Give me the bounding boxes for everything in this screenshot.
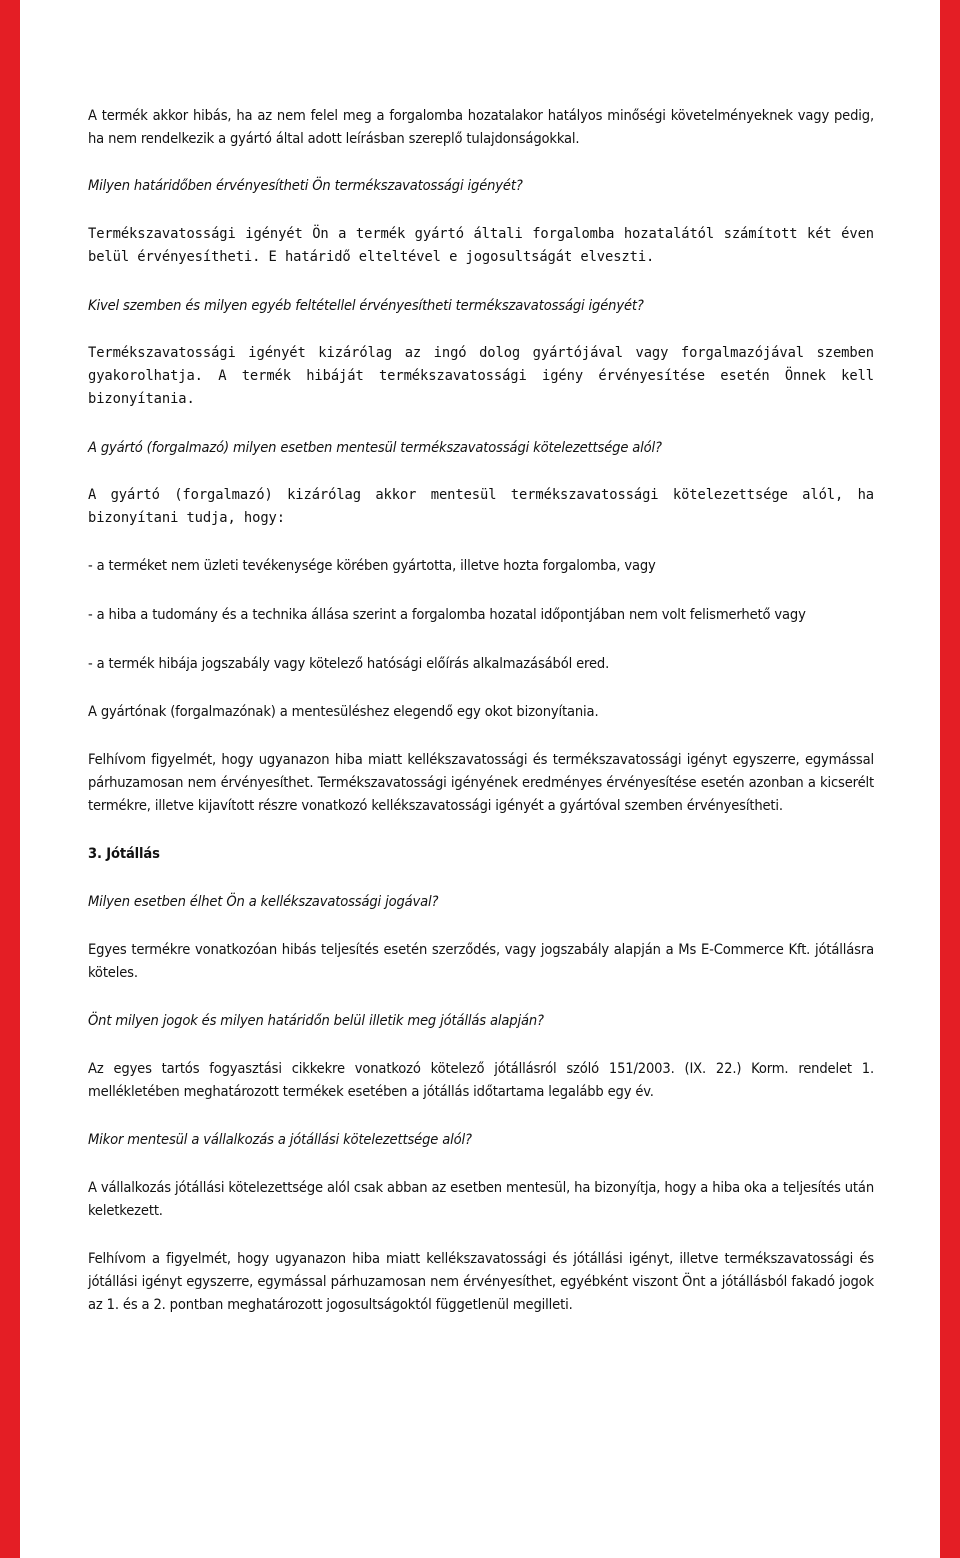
question-heading: Milyen határidőben érvényesítheti Ön termékszavatossági igényét?	[88, 177, 523, 194]
document-body	[88, 104, 874, 1316]
paragraph: Egyes termékre vonatkozóan hibás teljesítés esetén szerződés, vagy jogszabály alapján a Ms E-Commerce Kft. jótállásra köteles.	[88, 941, 874, 981]
paragraph: Felhívom a figyelmét, hogy ugyanazon hiba miatt kellékszavatossági és jótállási igényt, illetve termékszavatossági és jótállási igényt egyszerre, egymással párhuzamosan nem érvényesíthet, egyébként viszont Önt a jótállásból fakadó jogok az 1. és a 2. pontban meghatározott jogosultságoktól függetlenül megilleti.	[88, 1250, 874, 1313]
paragraph: A gyártónak (forgalmazónak) a mentesüléshez elegendő egy okot bizonyítania.	[88, 703, 599, 720]
paragraph: Felhívom figyelmét, hogy ugyanazon hiba miatt kellékszavatossági és termékszavatossági igényt egyszerre, egymással párhuzamosan nem érvényesíthet. Termékszavatossági igényének eredményes érvényesítése esetén azonban a kicserélt termékre, illetve kijavított részre vonatkozó kellékszavatossági igényét a gyártóval szemben érvényesítheti.	[88, 751, 874, 814]
question-heading: Önt milyen jogok és milyen határidőn belül illetik meg jótállás alapján?	[88, 1012, 544, 1029]
paragraph: Termékszavatossági igényét Ön a termék gyártó általi forgalomba hozatalától számított két éven belül érvényesítheti. E határidő elteltével e jogosultságát elveszti.	[88, 226, 874, 265]
question-heading: Kivel szemben és milyen egyéb feltétellel érvényesítheti termékszavatossági igényét?	[88, 297, 644, 314]
paragraph: A gyártó (forgalmazó) kizárólag akkor mentesül termékszavatossági kötelezettsége alól, ha bizonyítani tudja, hogy:	[88, 487, 874, 526]
paragraph: A vállalkozás jótállási kötelezettsége alól csak abban az esetben mentesül, ha bizonyítja, hogy a hiba oka a teljesítés után keletkezett.	[88, 1179, 874, 1219]
list-item: - a termék hibája jogszabály vagy kötelező hatósági előírás alkalmazásából ered.	[88, 655, 610, 672]
paragraph: A termék akkor hibás, ha az nem felel meg a forgalomba hozatalakor hatályos minőségi követelményeknek vagy pedig, ha nem rendelkezik a gyártó által adott leírásban szereplő tulajdonságokkal.	[88, 107, 874, 147]
right-red-border	[940, 0, 960, 1558]
question-heading: A gyártó (forgalmazó) milyen esetben mentesül termékszavatossági kötelezettsége alól?	[88, 439, 662, 456]
list-item: - a hiba a tudomány és a technika állása szerint a forgalomba hozatal időpontjában nem volt felismerhető vagy	[88, 606, 806, 623]
left-red-border	[0, 0, 20, 1558]
question-heading: Milyen esetben élhet Ön a kellékszavatossági jogával?	[88, 893, 439, 910]
section-heading: 3. Jótállás	[88, 845, 160, 862]
paragraph: Az egyes tartós fogyasztási cikkekre vonatkozó kötelező jótállásról szóló 151/2003. (IX. 22.) Korm. rendelet 1. mellékletében meghatározott termékek esetében a jótállás időtartama legalább egy év.	[88, 1060, 874, 1100]
question-heading: Mikor mentesül a vállalkozás a jótállási kötelezettsége alól?	[88, 1131, 472, 1148]
list-item: - a terméket nem üzleti tevékenysége körében gyártotta, illetve hozta forgalomba, vagy	[88, 557, 656, 574]
paragraph: Termékszavatossági igényét kizárólag az ingó dolog gyártójával vagy forgalmazójával szemben gyakorolhatja. A termék hibáját termékszavatossági igény érvényesítése esetén Önnek kell bizonyítania.	[88, 345, 874, 407]
